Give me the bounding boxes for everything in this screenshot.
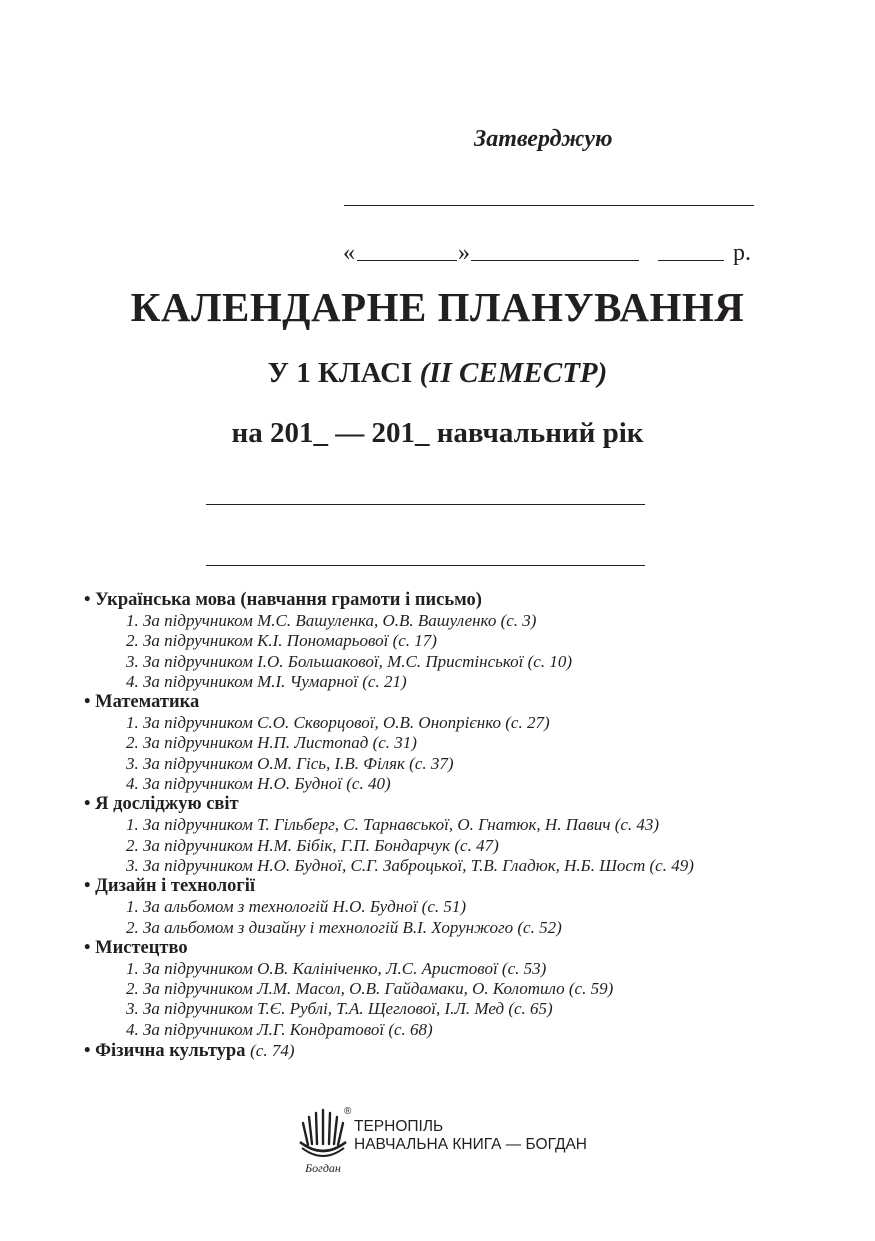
subtitle-semester: (ІІ СЕМЕСТР): [419, 357, 608, 389]
subtitle-class: У 1 КЛАСІ: [267, 357, 413, 389]
date-day-line: [357, 260, 457, 261]
textbook-item: 3. За підручником І.О. Большакової, М.С. Пристінської (с. 10): [126, 651, 573, 671]
page-subtitle: [0, 357, 875, 390]
textbook-item: 1. За підручником О.В. Калініченко, Л.С. Аристової (с. 53): [126, 958, 547, 978]
subject-math: [84, 692, 864, 794]
subject-name: • Фізична культура (с. 74): [84, 1041, 295, 1062]
textbook-list: [84, 897, 864, 938]
subjects-list: [84, 590, 864, 1062]
subject-name: • Математика: [84, 692, 200, 713]
textbook-item: 2. За підручником Н.П. Листопад (с. 31): [126, 733, 417, 753]
textbook-list: [84, 713, 864, 794]
textbook-item: 4. За підручником Л.Г. Кондратової (с. 68): [126, 1019, 433, 1039]
subject-name: • Дизайн і технології: [84, 876, 256, 897]
publisher-block: [294, 1104, 614, 1176]
blank-line-1: [206, 504, 645, 505]
subject-pe: [84, 1040, 864, 1062]
date-month-line: [471, 260, 639, 261]
textbook-item: 3. За підручником Н.О. Будної, С.Г. Заброцької, Т.В. Гладюк, Н.Б. Шост (с. 49): [126, 855, 694, 875]
textbook-list: [84, 815, 864, 876]
date-quote-open: «: [343, 240, 355, 266]
academic-year-line: на 201_ — 201_ навчальний рік: [231, 417, 644, 449]
textbook-item: 1. За альбомом з технологій Н.О. Будної (с. 51): [126, 897, 467, 917]
publisher-city: ТЕРНОПІЛЬ: [354, 1118, 444, 1135]
subject-name: • Мистецтво: [84, 937, 188, 958]
textbook-item: 2. За підручником Н.М. Бібік, Г.П. Бондарчук (с. 47): [126, 835, 499, 855]
date-quote-close: »: [458, 240, 470, 266]
textbook-item: 4. За підручником Н.О. Будної (с. 40): [126, 774, 391, 794]
subject-world: [84, 794, 864, 876]
subject-name: • Українська мова (навчання грамоти і письмо): [84, 590, 482, 610]
publisher-logo-icon: [294, 1104, 352, 1176]
textbook-item: 2. За підручником К.І. Пономарьової (с. 17): [126, 631, 437, 651]
textbook-item: 4. За підручником М.І. Чумарної (с. 21): [126, 671, 407, 691]
textbook-list: [84, 611, 864, 692]
approval-date-row: [343, 240, 763, 270]
blank-line-2: [206, 565, 645, 566]
textbook-list: [84, 959, 864, 1040]
textbook-item: 3. За підручником О.М. Гісь, І.В. Філяк (с. 37): [126, 753, 454, 773]
approval-label: Затверджую: [474, 126, 613, 152]
date-year-suffix: р.: [733, 240, 751, 266]
textbook-item: 1. За підручником С.О. Скворцової, О.В. Онопрієнко (с. 27): [126, 713, 550, 733]
page-ref: (с. 74): [250, 1041, 295, 1061]
textbook-item: 1. За підручником М.С. Вашуленка, О.В. Вашуленко (с. 3): [126, 611, 537, 630]
subject-name: • Я досліджую світ: [84, 794, 239, 815]
textbook-item: 2. За альбомом з дизайну і технологій В.І. Хорунжого (с. 52): [126, 917, 562, 937]
subject-art: [84, 938, 864, 1040]
date-year-line: [658, 260, 724, 261]
textbook-item: 2. За підручником Л.М. Масол, О.В. Гайдамаки, О. Колотило (с. 59): [126, 979, 614, 999]
publisher-logo-text: Богдан: [305, 1161, 341, 1175]
textbook-item: 3. За підручником Т.Є. Рублі, Т.А. Щеглової, І.Л. Мед (с. 65): [126, 999, 553, 1019]
textbook-item: 1. За підручником Т. Гільберг, С. Тарнавської, О. Гнатюк, Н. Павич (с. 43): [126, 815, 660, 835]
publisher-text: [354, 1118, 587, 1154]
publisher-name: НАВЧАЛЬНА КНИГА — БОГДАН: [354, 1136, 587, 1153]
page-title: КАЛЕНДАРНЕ ПЛАНУВАННЯ: [130, 284, 745, 330]
subject-design: [84, 876, 864, 938]
approval-signature-line: [344, 205, 754, 206]
subject-ukrainian: [84, 590, 864, 692]
registered-mark: ®: [344, 1106, 352, 1117]
